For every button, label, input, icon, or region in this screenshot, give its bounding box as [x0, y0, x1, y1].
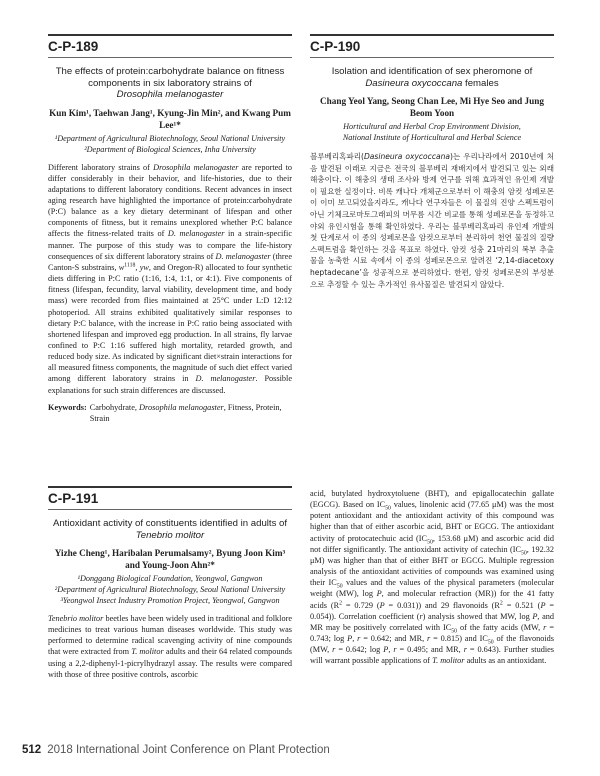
page-number: 512: [22, 744, 42, 756]
author-list: Yizhe Cheng¹, Haribalan Perumalsamy², Byung Joon Kim³ and Young-Joon Ahn²*: [54, 548, 286, 570]
section-rule: [310, 34, 554, 36]
abstract-cp189: [48, 34, 292, 424]
section-rule: [48, 34, 292, 36]
affiliations: ¹Donggang Biological Foundation, Yeongwol, Gangwon ²Department of Agricultural Biotechnology, Seoul National University ³Yeongwol Insect Industry Promotion Project, Yeongwol, Gangwon: [54, 574, 286, 605]
section-rule: [310, 57, 554, 58]
abstract-cp191: [48, 486, 292, 680]
abstract-body: Different laboratory strains of Drosophila melanogaster are reported to differ considerably in their behavior, and life-histories, due to their adaptations to different laboratory conditions. Recent advances in insect aging research have highlighted the importance of protein:carbohydrate (P:C) balance as a key dietary determinant of lifespan and other components of fitness, but it remains unexplored whether P:C balance affects the fitness-related traits of D. melanogaster in a strain-specific manner. The purpose of this study was to compare the life-history consequences of six different laboratory strains of D. melanogaster (three Canton-S substrains, $w^{1118}$, yw, and Oregon-R) allocated to four synthetic diets differing in P:C ratio (1:16, 1:4, 1:1, or 4:1). Five components of fitness (lifespan, fecundity, larval viability, development time, and body mass) were recorded from flies maintained at 25°C under L:D 12:12 photoperiod. All strains exhibited qualitatively similar responses to dietary P:C balance, with the increase in P:C ratio being associated with shortened lifespan and improved egg production. In all strains, fly larvae confined to P:C 1:16 suffered high mortality, retarded growth, and reduced body size. As indicated by significant diet×strain interactions for all measured fitness components, the magnitude of such diet effect varied among different laboratory strains in D. melanogaster. Possible explanations for such strain differences are discussed.: [48, 162, 293, 395]
keywords: Keywords: Carbohydrate, Drosophila melanogaster, Fitness, Protein, Strain: [48, 402, 282, 423]
abstract-title: The effects of protein:carbohydrate balance on fitness components in six laboratory strains of Drosophila melanogaster: [55, 66, 285, 100]
affiliations: ¹Department of Agricultural Biotechnology, Seoul National University ²Department of Biological Sciences, Inha University: [54, 133, 286, 154]
abstract-code: C-P-190: [310, 39, 361, 54]
abstract-title: Isolation and identification of sex pheromone of Dasineura oxycoccana females: [331, 66, 533, 89]
section-rule: [48, 486, 292, 488]
abstract-title: Antioxidant activity of constituents identified in adults of Tenebrio molitor: [52, 518, 288, 541]
author-list: Kun Kim¹, Taehwan Jang¹, Kyung-Jin Min², and Kwang Pum Lee¹*: [49, 107, 291, 130]
section-rule: [48, 57, 292, 58]
affiliations: Horticultural and Herbal Crop Environment Division, National Institute of Horticultural and Herbal Science: [342, 122, 522, 142]
abstract-body-left: Tenebrio molitor beetles have been widely used in traditional and folklore medicines to treat various human diseases worldwide. This study was performed to determine radical scavenging activity of nine compounds that were extracted from T. molitor adults and their 64 related compounds using a 2,2-diphenyl-1-picrylhydrazyl assay. The results were compared with those of three positive controls, ascorbic: [48, 614, 293, 679]
abstract-cp191-continued: [310, 488, 554, 667]
conference-name: 2018 International Joint Conference on Plant Protection: [47, 744, 330, 756]
abstract-code: C-P-189: [48, 39, 99, 54]
abstract-body-right: acid, butylated hydroxytoluene (BHT), and epigallocatechin gallate (EGCG). Based on $IC_{50}$ values, linolenic acid (77.65 μM) was the most potent antioxidant and the antioxidant activity of this compound was higher than that of either ascorbic acid, BHT or EGCG. The antioxidant activity of protocatechuic acid ($IC_{50}$, 153.68 μM) and ascorbic acid did not differ significantly. The antioxidant activity of catechin ($IC_{50}$, 192.32 μM) was higher than that of either BHT or EGCG. Multiple regression analysis of the antioxidant activities of compounds was examined using their $IC_{50}$ values and the values of the physical parameters (molecular weight (MW), log P, and molecular refraction (MR)) for the 41 fatty acids ($R^2 = 0.729$ (P = 0.031)) and 29 flavonoids ($R^2 = 0.521$ (P = 0.054)). Correlation coefficient (r) analysis showed that MW, log P, and MR may be positively correlated with $IC_{50}$ of the fatty acids (MW, r = 0.743; log P, r = 0.642; and MR, r = 0.815) and $IC_{50}$ of the flavonoids (MW, r = 0.642; log P, r = 0.495; and MR, r = 0.643). Further studies will warrant possible applications of T. molitor adults as an antioxidant.: [310, 489, 555, 666]
abstract-code: C-P-191: [48, 491, 99, 506]
abstract-cp190: [310, 34, 554, 290]
section-rule: [48, 509, 292, 510]
author-list: Chang Yeol Yang, Seong Chan Lee, Mi Hye Seo and Jung Beom Yoon: [320, 96, 544, 118]
page-footer: [22, 744, 330, 756]
abstract-body: 블루베리혹파리(Dasineura oxycoccana)는 우리나라에서 2010년에 처음 발견된 이래로 지금은 전국의 블루베리 재배지에서 발견되고 있는 외래해충이다. 이 해충의 생태 조사와 방제 연구를 위해 효과적인 유인제 개발이 필요한 실정이다. 비록 캐나다 개체군으로부터 이 해충의 암컷 성페로몬이 이미 보고되었을지라도, 캐나다 연구자들은 이 물질의 진양 스펙트럼이 아닌 기체크로마토그래피의 머무름 시간 비교를 통해 성페로몬을 동정하고 야외 유인시험을 통해 확인하였다. 우리는 블루베리혹파리 유인제 개발의 첫 단계로서 이 종의 성페로몬을 암컷으로부터 분리하여 천연 물질의 질량 스펙트럼을 확인하는 것을 목표로 하였다. 암컷 성충 21마리의 복부 추출물을 농축한 시료 속에서 이 종의 성페로몬으로 알려진 ‘2,14-diacetoxy heptadecane’을 성공적으로 분리하였다. 한편, 암컷 성페로몬의 부성분으로 추정할 수 있는 추가적인 유사물질은 발견되지 않았다.: [310, 152, 554, 289]
